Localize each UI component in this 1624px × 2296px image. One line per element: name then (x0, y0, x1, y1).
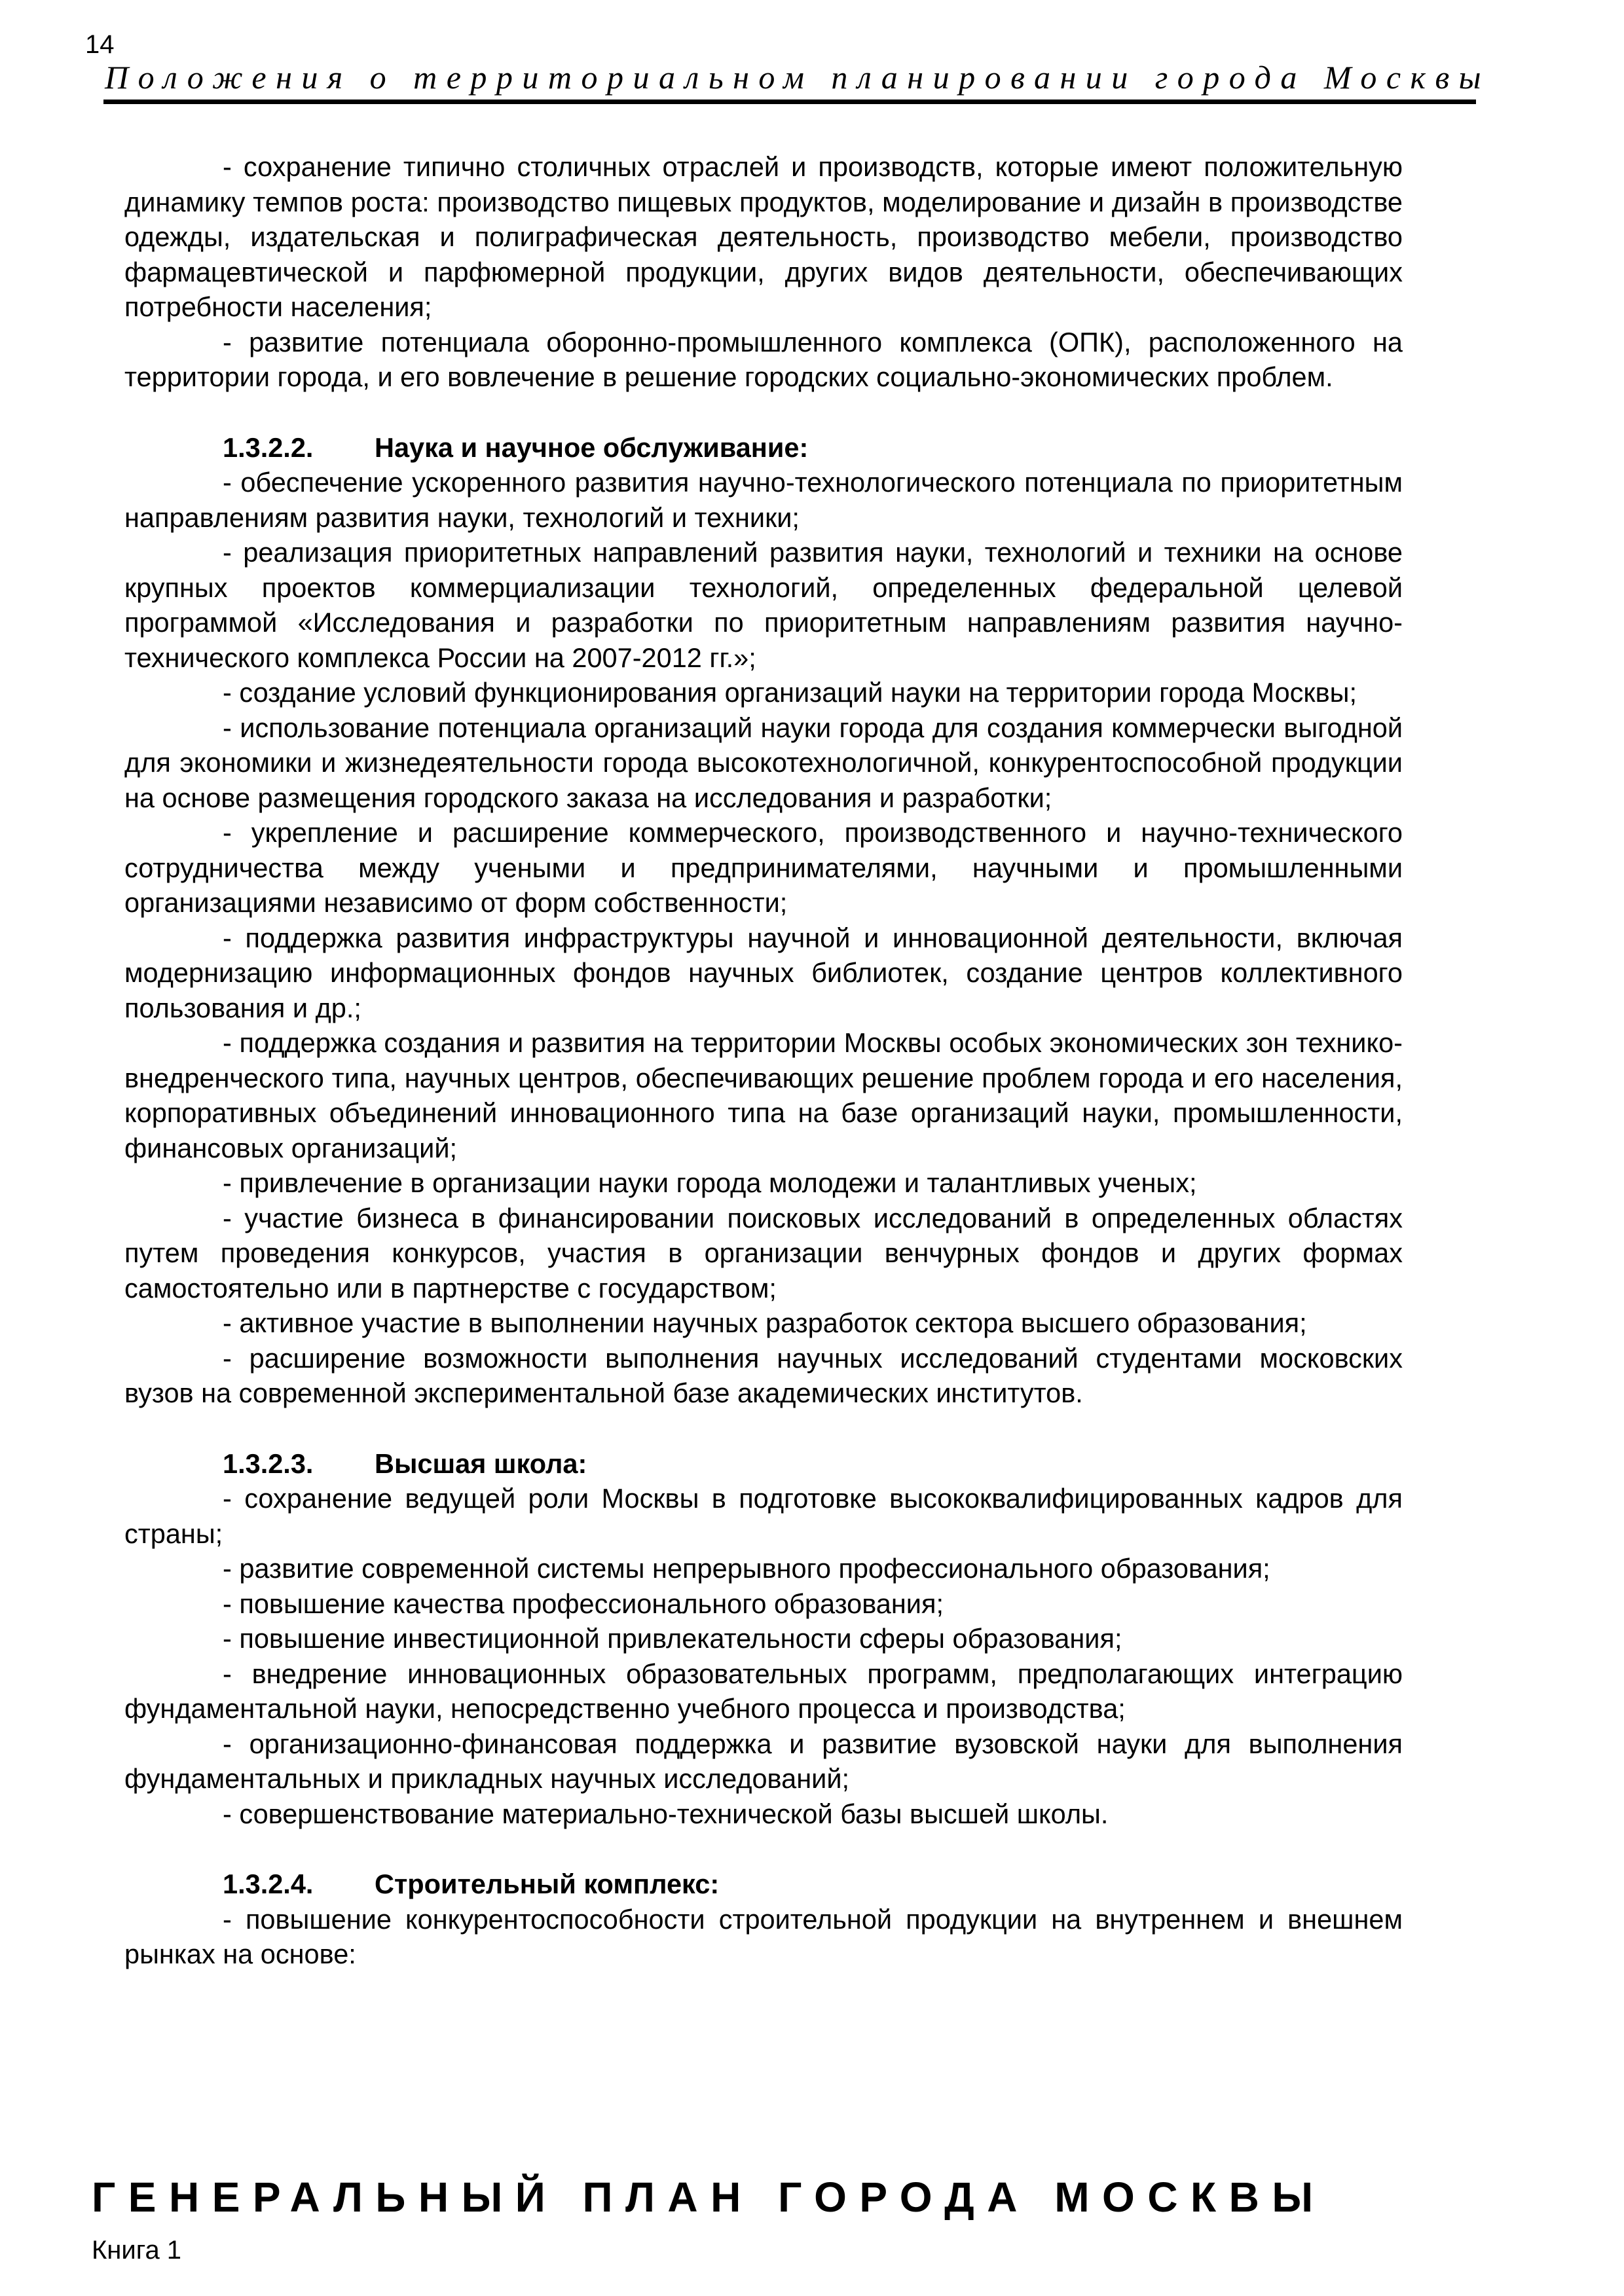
running-header: Положения о территориальном планировании города Москвы (105, 59, 1491, 96)
list-item: - реализация приоритетных направлений развития науки, технологий и техники на основе крупных проектов коммерциализации технологий, определенных федеральной целевой программой «Исследования и разработки по приоритетным направлениям развития научно-технического комплекса России на 2007-2012 гг.»; (124, 537, 1403, 673)
section-number: 1.3.2.2. (223, 431, 314, 463)
section-gap (124, 1411, 1403, 1446)
list-item: - внедрение инновационных образовательных программ, предполагающих интеграцию фундаментальной науки, непосредственно учебного процесса и производства; (124, 1658, 1403, 1724)
list-item: - совершенствование материально-технической базы высшей школы. (223, 1798, 1109, 1829)
page-number: 14 (85, 30, 115, 59)
section-title: Строительный комплекс: (375, 1868, 720, 1899)
list-item: - создание условий функционирования организаций науки на территории города Москвы; (223, 677, 1357, 708)
section-heading (124, 1446, 1403, 1482)
list-item: - поддержка создания и развития на территории Москвы особых экономических зон технико-внедренческого типа, научных центров, обеспечивающих решение проблем города и его населения, корпоративных объединений инновационного типа на базе организаций науки, промышленности, финансовых организаций; (124, 1027, 1403, 1163)
list-item: - сохранение ведущей роли Москвы в подготовке высококвалифицированных кадров для страны; (124, 1483, 1403, 1549)
list-item: - организационно-финансовая поддержка и развитие вузовской науки для выполнения фундаментальных и прикладных научных исследований; (124, 1728, 1403, 1794)
list-item: - развитие потенциала оборонно-промышленного комплекса (ОПК), расположенного на территории города, и его вовлечение в решение городских социально-экономических проблем. (124, 326, 1403, 392)
list-item: - сохранение типично столичных отраслей и производств, которые имеют положительную динамику темпов роста: производство пищевых продуктов, моделирование и дизайн в производстве одежды, издательская и полиграфическая деятельность, производство мебели, производство фармацевтической и парфюмерной продукции, других видов деятельности, обеспечивающих потребности населения; (124, 151, 1403, 322)
list-item: - участие бизнеса в финансировании поисковых исследований в определенных областях путем проведения конкурсов, участия в организации венчурных фондов и других формах самостоятельно или в партнерстве с государством; (124, 1202, 1403, 1303)
section-title: Наука и научное обслуживание: (375, 431, 809, 463)
header-rule (103, 100, 1476, 104)
document-body (124, 149, 1403, 1972)
section-number: 1.3.2.4. (223, 1868, 314, 1899)
section-gap (124, 395, 1403, 430)
list-item: - повышение инвестиционной привлекательности сферы образования; (223, 1623, 1122, 1654)
list-item: - обеспечение ускоренного развития научно-технологического потенциала по приоритетным направлениям развития науки, технологий и техники; (124, 467, 1403, 533)
list-item: - укрепление и расширение коммерческого, производственного и научно-технического сотрудничества между учеными и предпринимателями, научными и промышленными организациями независимо от форм собственности; (124, 817, 1403, 918)
list-item: - расширение возможности выполнения научных исследований студентами московских вузов на современной экспериментальной базе академических институтов. (124, 1342, 1403, 1408)
list-item: - повышение конкурентоспособности строительной продукции на внутреннем и внешнем рынках на основе: (124, 1903, 1403, 1969)
section-heading (124, 1867, 1403, 1902)
section-heading (124, 430, 1403, 465)
section-number: 1.3.2.3. (223, 1448, 314, 1479)
list-item: - развитие современной системы непрерывного профессионального образования; (223, 1553, 1270, 1584)
list-item: - привлечение в организации науки города молодежи и талантливых ученых; (223, 1167, 1197, 1198)
list-item: - использование потенциала организаций науки города для создания коммерчески выгодной для экономики и жизнедеятельности города высокотехнологичной, конкурентоспособной продукции на основе размещения городского заказа на исследования и разработки; (124, 712, 1403, 813)
footer-book-label: Книга 1 (92, 2236, 182, 2265)
list-item: - повышение качества профессионального образования; (223, 1588, 944, 1619)
section-gap (124, 1831, 1403, 1867)
list-item: - активное участие в выполнении научных разработок сектора высшего образования; (223, 1307, 1307, 1338)
footer-title: ГЕНЕРАЛЬНЫЙ ПЛАН ГОРОДА МОСКВЫ (92, 2174, 1326, 2221)
list-item: - поддержка развития инфраструктуры научной и инновационной деятельности, включая модернизацию информационных фондов научных библиотек, создание центров коллективного пользования и др.; (124, 922, 1403, 1023)
section-title: Высшая школа: (375, 1448, 587, 1479)
